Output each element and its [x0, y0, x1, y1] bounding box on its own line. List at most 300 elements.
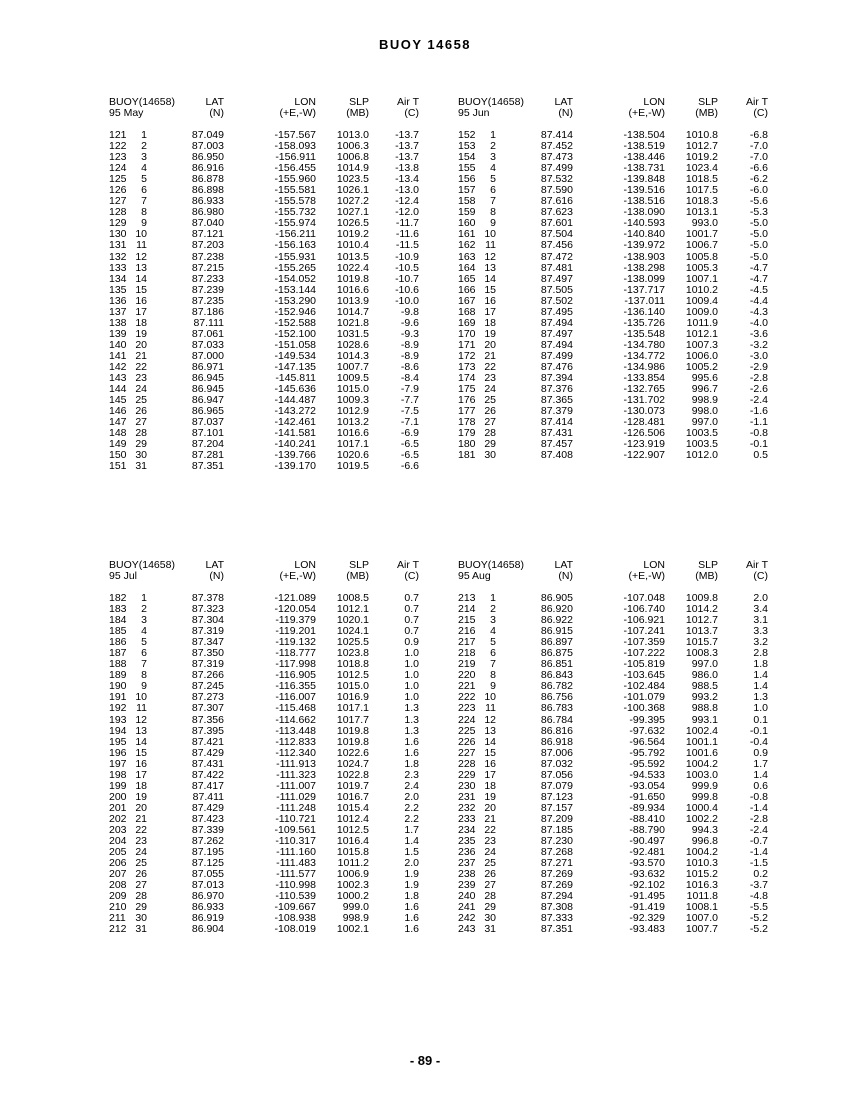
column-header: (MB) — [695, 107, 718, 119]
table-cell: -134.772 — [623, 349, 665, 362]
table-cell: 1010.8 — [685, 129, 718, 141]
table-cell: 207 — [109, 868, 127, 881]
table-cell: 87.394 — [540, 372, 573, 385]
table-cell: 16 — [484, 294, 496, 307]
table-cell: 15 — [135, 283, 147, 296]
column-header: BUOY(14658) — [458, 96, 524, 108]
table-cell: 1008.1 — [685, 901, 718, 914]
table-cell: 86.916 — [191, 162, 224, 175]
table-cell: 127 — [109, 195, 127, 208]
table-cell: 1.0 — [404, 658, 419, 671]
table-cell: 26 — [484, 868, 496, 881]
table-cell: 998.9 — [691, 394, 718, 407]
column-header: 95 Jul — [109, 570, 138, 582]
table-cell: 166 — [458, 283, 476, 296]
table-cell: 234 — [458, 823, 476, 836]
table-cell: 11 — [136, 239, 147, 252]
table-cell: -94.533 — [629, 768, 665, 781]
table-cell: 87.422 — [191, 768, 224, 781]
table-cell: 1.3 — [404, 702, 419, 715]
table-cell: 87.323 — [191, 603, 224, 616]
table-cell: 1002.1 — [336, 923, 369, 936]
table-cell: -154.052 — [274, 272, 316, 285]
table-cell: -119.201 — [275, 625, 316, 638]
table-cell: -121.089 — [274, 592, 316, 604]
table-cell: -0.1 — [749, 438, 768, 451]
table-cell: 231 — [458, 790, 476, 803]
table-cell: 87.239 — [191, 283, 224, 296]
table-cell: 158 — [458, 195, 476, 208]
column-header: LAT — [205, 96, 224, 108]
table-cell: 1003.5 — [685, 438, 718, 451]
table-cell: 999.0 — [342, 901, 369, 914]
table-cell: -4.4 — [749, 294, 768, 307]
table-cell: 1014.7 — [336, 305, 369, 318]
table-cell: 10 — [135, 691, 147, 704]
table-cell: 233 — [458, 812, 476, 825]
table-cell: -11.7 — [395, 217, 419, 230]
table-cell: -1.4 — [749, 801, 768, 814]
table-cell: 1014.2 — [685, 603, 718, 616]
table-cell: 235 — [458, 835, 476, 848]
table-cell: -156.163 — [274, 239, 316, 252]
table-cell: 200 — [109, 790, 127, 803]
table-cell: 161 — [458, 228, 476, 241]
table-cell: 5 — [141, 173, 147, 186]
table-cell: 1.3 — [753, 691, 768, 704]
table-cell: 20 — [135, 801, 147, 814]
table-cell: -145.811 — [275, 372, 316, 385]
table-cell: 87.473 — [540, 151, 573, 164]
table-cell: 0.9 — [753, 746, 768, 759]
table-cell: 993.1 — [691, 713, 718, 726]
table-cell: 17 — [135, 768, 147, 781]
column-header: LAT — [554, 96, 573, 108]
table-cell: 1019.2 — [685, 151, 718, 164]
table-cell: -10.7 — [395, 272, 419, 285]
table-cell: 1011.9 — [686, 316, 718, 329]
table-cell: 19 — [135, 327, 147, 340]
table-cell: -135.726 — [623, 316, 665, 329]
table-cell: 87.101 — [191, 427, 224, 440]
table-cell: 2.0 — [404, 790, 419, 803]
table-cell: 86.918 — [540, 735, 573, 748]
table-cell: 4 — [141, 625, 147, 638]
table-cell: 988.8 — [691, 702, 718, 715]
table-cell: -100.368 — [623, 702, 665, 715]
table-cell: 1023.5 — [336, 173, 369, 186]
table-row — [104, 924, 459, 935]
table-cell: -128.481 — [623, 416, 665, 429]
column-header: Air T — [746, 559, 768, 571]
table-cell: 1.8 — [753, 658, 768, 671]
table-cell: 218 — [458, 647, 476, 660]
table-cell: -95.792 — [629, 746, 665, 759]
table-cell: 222 — [458, 691, 476, 704]
table-cell: -0.7 — [749, 835, 768, 848]
table-cell: 197 — [109, 757, 127, 770]
table-cell: -149.534 — [274, 349, 316, 362]
table-cell: 21 — [484, 812, 496, 825]
table-cell: 1019.8 — [336, 724, 369, 737]
table-cell: 1 — [490, 592, 496, 604]
table-cell: 1019.2 — [336, 228, 369, 241]
table-cell: -107.222 — [623, 647, 665, 660]
table-cell: 12 — [135, 713, 147, 726]
table-cell: 1006.0 — [685, 349, 718, 362]
table-cell: 142 — [109, 360, 127, 373]
table-cell: -123.919 — [623, 438, 665, 451]
table-cell: 1027.1 — [336, 206, 369, 219]
table-cell: 29 — [135, 438, 147, 451]
table-cell: 2.8 — [753, 647, 768, 660]
column-header: 95 May — [109, 107, 144, 119]
table-cell: -6.0 — [749, 184, 768, 197]
table-cell: 1020.1 — [336, 614, 369, 627]
table-cell: 124 — [109, 162, 127, 175]
table-cell: -4.8 — [749, 890, 768, 903]
table-cell: 1013.5 — [336, 250, 369, 263]
table-cell: -106.740 — [623, 603, 665, 616]
table-cell: -0.8 — [749, 790, 768, 803]
table-cell: 152 — [458, 129, 476, 141]
table-cell: -9.6 — [400, 316, 419, 329]
table-cell: 27 — [484, 416, 496, 429]
table-cell: 87.056 — [540, 768, 573, 781]
table-cell: 87.456 — [540, 239, 573, 252]
table-row — [453, 924, 808, 935]
table-cell: 1.6 — [404, 746, 419, 759]
table-cell: 87.157 — [540, 801, 573, 814]
table-cell: 87.333 — [540, 912, 573, 925]
table-cell: 138 — [109, 316, 127, 329]
table-cell: 1023.8 — [336, 647, 369, 660]
table-cell: 192 — [109, 702, 127, 715]
table-cell: 1.9 — [404, 879, 419, 892]
table-cell: -4.0 — [749, 316, 768, 329]
table-cell: 153 — [458, 140, 476, 153]
table-cell: -5.5 — [749, 901, 768, 914]
table-cell: 86.970 — [191, 890, 224, 903]
table-cell: 136 — [109, 294, 127, 307]
table-cell: 1012.4 — [336, 812, 369, 825]
table-cell: 7 — [490, 658, 496, 671]
table-cell: 1006.8 — [336, 151, 369, 164]
table-cell: 173 — [458, 360, 476, 373]
table-cell: 140 — [109, 338, 127, 351]
table-cell: -112.833 — [275, 735, 316, 748]
table-cell: -2.8 — [749, 372, 768, 385]
table-cell: 0.7 — [404, 625, 419, 638]
table-cell: -110.721 — [275, 812, 316, 825]
table-cell: 1022.6 — [336, 746, 369, 759]
table-cell: -13.7 — [395, 151, 419, 164]
table-header — [104, 571, 459, 582]
table-cell: 1007.1 — [685, 272, 718, 285]
table-row — [453, 737, 808, 748]
table-cell: 997.0 — [691, 416, 718, 429]
table-cell: 87.411 — [192, 790, 224, 803]
table-cell: 141 — [109, 349, 127, 362]
table-cell: 86.851 — [540, 658, 573, 671]
table-row — [453, 263, 808, 274]
table-cell: 1003.5 — [685, 427, 718, 440]
table-cell: 24 — [135, 383, 147, 396]
column-header: Air T — [397, 96, 419, 108]
table-cell: 87.452 — [540, 140, 573, 153]
table-cell: 87.121 — [191, 228, 224, 241]
table-cell: 13 — [135, 261, 147, 274]
table-row — [453, 703, 808, 714]
table-cell: -144.487 — [274, 394, 316, 407]
table-cell: 86.965 — [191, 405, 224, 418]
table-cell: -89.934 — [629, 801, 665, 814]
table-cell: 995.6 — [691, 372, 718, 385]
table-cell: 2 — [490, 603, 496, 616]
column-header: BUOY(14658) — [109, 96, 175, 108]
column-header: (+E,-W) — [628, 570, 665, 582]
table-cell: -122.907 — [623, 449, 665, 462]
table-cell: 169 — [458, 316, 476, 329]
table-cell: 20 — [484, 801, 496, 814]
table-cell: -10.5 — [395, 261, 419, 274]
table-cell: 150 — [109, 449, 127, 462]
table-cell: 1019.5 — [336, 460, 369, 473]
page-number: - 89 - — [409, 1053, 441, 1068]
table-cell: -110.998 — [275, 879, 316, 892]
column-header: SLP — [349, 559, 369, 571]
table-cell: 201 — [109, 801, 127, 814]
table-row — [453, 715, 808, 726]
table-cell: 87.123 — [540, 790, 573, 803]
table-cell: 1007.7 — [336, 360, 369, 373]
table-cell: 139 — [109, 327, 127, 340]
table-cell: -109.667 — [274, 901, 316, 914]
table-cell: 26 — [135, 868, 147, 881]
table-cell: 12 — [484, 713, 496, 726]
table-cell: -138.731 — [623, 162, 665, 175]
table-cell: 4 — [490, 162, 496, 175]
table-cell: 25 — [484, 857, 496, 870]
table-cell: 1017.5 — [685, 184, 718, 197]
table-cell: 87.505 — [540, 283, 573, 296]
table-cell: -5.3 — [749, 206, 768, 219]
table-cell: 155 — [458, 162, 476, 175]
table-cell: -11.5 — [395, 239, 419, 252]
table-cell: 17 — [484, 768, 496, 781]
table-cell: 4 — [490, 625, 496, 638]
table-body — [104, 130, 459, 472]
table-cell: -13.4 — [395, 173, 419, 186]
table-cell: 178 — [458, 416, 476, 429]
table-cell: -8.9 — [400, 349, 419, 362]
table-cell: 87.269 — [540, 879, 573, 892]
table-cell: 149 — [109, 438, 127, 451]
table-cell: 1.0 — [404, 691, 419, 704]
table-cell: 1024.1 — [336, 625, 369, 638]
table-cell: 87.304 — [191, 614, 224, 627]
table-cell: 1.4 — [753, 768, 768, 781]
table-cell: 23 — [484, 372, 496, 385]
table-cell: 1010.4 — [336, 239, 369, 252]
table-cell: -5.0 — [749, 239, 768, 252]
table-cell: 87.003 — [191, 140, 224, 153]
table-cell: -111.913 — [276, 757, 316, 770]
table-cell: 2.3 — [404, 768, 419, 781]
table-cell: 1019.7 — [336, 779, 369, 792]
table-cell: 87.271 — [540, 857, 573, 870]
column-header: BUOY(14658) — [109, 559, 175, 571]
table-cell: 1012.5 — [336, 823, 369, 836]
table-cell: 1016.4 — [336, 835, 369, 848]
table-cell: 14 — [484, 735, 496, 748]
table-cell: -139.972 — [623, 239, 665, 252]
table-cell: 1020.6 — [336, 449, 369, 462]
table-cell: 1.8 — [404, 890, 419, 903]
table-cell: -92.102 — [629, 879, 665, 892]
table-cell: 7 — [141, 195, 147, 208]
table-cell: 131 — [109, 239, 127, 252]
table-cell: 31 — [484, 923, 496, 936]
table-cell: -132.765 — [623, 383, 665, 396]
table-cell: -118.777 — [275, 647, 316, 660]
table-cell: 2 — [141, 140, 147, 153]
table-cell: -155.960 — [274, 173, 316, 186]
table-cell: 186 — [109, 636, 127, 649]
table-cell: 198 — [109, 768, 127, 781]
table-cell: 1012.1 — [336, 603, 369, 616]
table-cell: 177 — [458, 405, 476, 418]
table-cell: 998.0 — [691, 405, 718, 418]
table-cell: 87.421 — [191, 735, 224, 748]
table-cell: -108.019 — [274, 923, 316, 936]
table-row — [104, 263, 459, 274]
table-cell: 1 — [141, 592, 147, 604]
table-cell: 129 — [109, 217, 127, 230]
table-cell: 87.431 — [191, 757, 224, 770]
table-cell: -107.048 — [623, 592, 665, 604]
table-cell: 1026.5 — [336, 217, 369, 230]
table-cell: -105.819 — [623, 658, 665, 671]
table-cell: 132 — [109, 250, 127, 263]
table-cell: 87.186 — [191, 305, 224, 318]
table-cell: 24 — [135, 846, 147, 859]
table-cell: -1.5 — [749, 857, 768, 870]
table-cell: 219 — [458, 658, 476, 671]
table-cell: -103.645 — [623, 669, 665, 682]
table-cell: -156.455 — [274, 162, 316, 175]
table-cell: 203 — [109, 823, 127, 836]
table-row — [104, 737, 459, 748]
table-cell: 170 — [458, 327, 476, 340]
table-cell: 175 — [458, 383, 476, 396]
table-cell: 1012.5 — [336, 669, 369, 682]
table-cell: -140.840 — [623, 228, 665, 241]
table-cell: 25 — [484, 394, 496, 407]
table-cell: 238 — [458, 868, 476, 881]
table-cell: -96.564 — [629, 735, 665, 748]
table-cell: 86.950 — [191, 151, 224, 164]
table-cell: 86.843 — [540, 669, 573, 682]
table-cell: -107.241 — [623, 625, 665, 638]
table-cell: 25 — [135, 857, 147, 870]
column-header: (C) — [753, 570, 768, 582]
table-cell: 86.816 — [540, 724, 573, 737]
table-cell: 86.904 — [191, 923, 224, 936]
table-cell: 87.616 — [540, 195, 573, 208]
table-cell: -140.241 — [274, 438, 316, 451]
table-cell: 1025.5 — [336, 636, 369, 649]
table-cell: 1002.2 — [685, 812, 718, 825]
table-cell: 1023.4 — [685, 162, 718, 175]
table-cell: 1006.7 — [685, 239, 718, 252]
table-cell: 0.5 — [753, 449, 768, 462]
table-cell: -6.8 — [749, 129, 768, 141]
table-cell: 2 — [141, 603, 147, 616]
table-header — [104, 108, 459, 119]
table-cell: 0.9 — [404, 636, 419, 649]
table-cell: 87.238 — [191, 250, 224, 263]
table-cell: 1003.0 — [685, 768, 718, 781]
table-cell: -138.090 — [623, 206, 665, 219]
table-cell: 1009.3 — [336, 394, 369, 407]
table-cell: 2.0 — [404, 857, 419, 870]
table-cell: 206 — [109, 857, 127, 870]
table-cell: 999.9 — [691, 779, 718, 792]
table-cell: 172 — [458, 349, 476, 362]
table-cell: 87.339 — [191, 823, 224, 836]
table-cell: -109.561 — [274, 823, 316, 836]
table-cell: 27 — [135, 879, 147, 892]
table-cell: 87.494 — [540, 316, 573, 329]
table-cell: 22 — [135, 823, 147, 836]
table-cell: 3.1 — [753, 614, 768, 627]
table-cell: -4.7 — [749, 272, 768, 285]
table-cell: 3 — [490, 151, 496, 164]
table-cell: 22 — [484, 360, 496, 373]
table-cell: -95.592 — [629, 757, 665, 770]
table-cell: -110.539 — [275, 890, 316, 903]
table-cell: 1002.4 — [685, 724, 718, 737]
table-cell: 21 — [135, 349, 147, 362]
table-cell: -99.395 — [629, 713, 665, 726]
table-cell: -7.1 — [400, 416, 419, 429]
table-cell: 87.294 — [540, 890, 573, 903]
table-cell: -11.6 — [395, 228, 419, 241]
table-cell: 87.379 — [540, 405, 573, 418]
table-cell: -138.903 — [623, 250, 665, 263]
table-cell: 87.204 — [191, 438, 224, 451]
table-cell: 87.235 — [191, 294, 224, 307]
table-cell: 87.037 — [191, 416, 224, 429]
table-cell: -152.100 — [274, 327, 316, 340]
table-cell: 224 — [458, 713, 476, 726]
table-cell: 134 — [109, 272, 127, 285]
table-cell: 180 — [458, 438, 476, 451]
table-cell: 144 — [109, 383, 127, 396]
table-cell: -155.581 — [274, 184, 316, 197]
table-row — [453, 450, 808, 461]
table-cell: 15 — [135, 746, 147, 759]
table-cell: 3.4 — [753, 603, 768, 616]
table-cell: 86.783 — [540, 702, 573, 715]
table-cell: -8.9 — [400, 338, 419, 351]
table-cell: 11 — [485, 239, 496, 252]
table-cell: 188 — [109, 658, 127, 671]
table-cell: 1.4 — [404, 835, 419, 848]
table-cell: 9 — [490, 217, 496, 230]
table-cell: 23 — [484, 835, 496, 848]
